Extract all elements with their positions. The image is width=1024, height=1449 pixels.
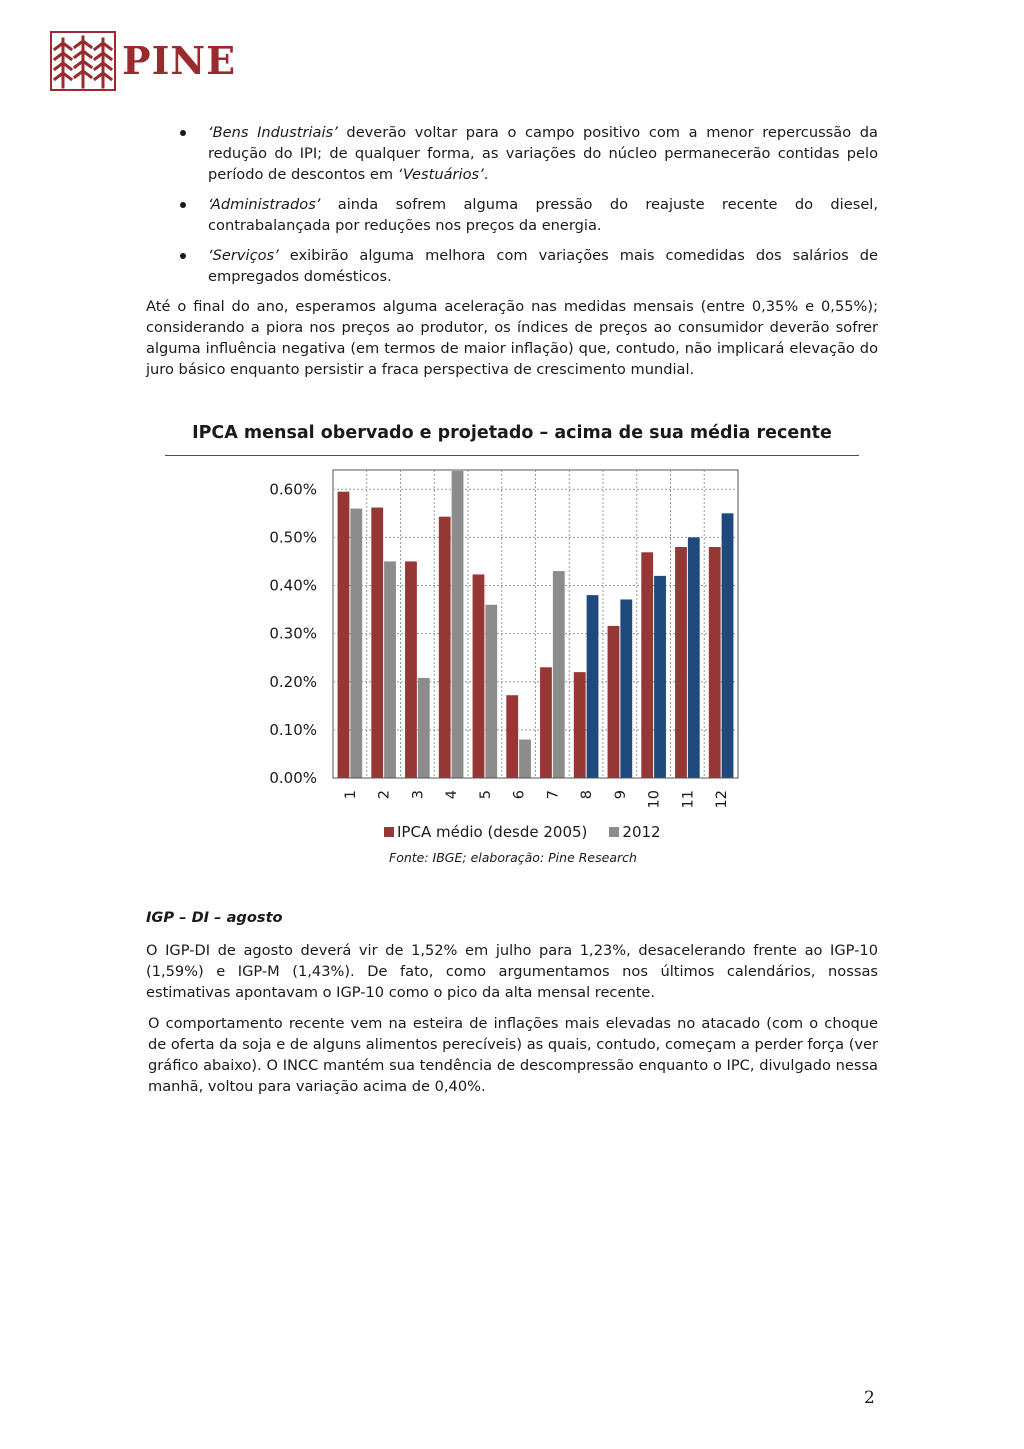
x-tick-label: 10 (646, 790, 663, 809)
x-tick-label: 5 (477, 790, 494, 800)
chart-title: IPCA mensal obervado e projetado – acima de sua média recente (192, 423, 832, 443)
x-tick-label: 8 (579, 790, 596, 800)
chart-title-rule (165, 455, 859, 456)
bar-ipca-medio (709, 547, 721, 778)
bar-ipca-medio (574, 672, 586, 778)
bar-ipca-medio (473, 574, 485, 778)
bar-2012 (519, 740, 531, 779)
bar-2012 (418, 678, 430, 778)
bullet-item: ‘Bens Industriais’ deverão voltar para o campo positivo com a menor repercussão da redução do IPI; de qualquer forma, as variações do núcleo permanecerão contidas pelo período de descontos em ‘Vestuários’. (146, 122, 878, 185)
bar-2012 (452, 471, 464, 778)
bar-ipca-medio (439, 517, 451, 778)
bar-ipca-medio (371, 508, 383, 778)
bar-2012 (553, 571, 565, 778)
bar-ipca-medio (338, 492, 350, 778)
y-tick-label: 0.30% (269, 624, 317, 643)
y-tick-label: 0.00% (269, 769, 317, 787)
bar-2012 (722, 513, 734, 778)
logo-wordmark: PINE (122, 38, 237, 83)
legend-label: IPCA médio (desde 2005) (397, 823, 588, 841)
chart-source: Fonte: IBGE; elaboração: Pine Research (389, 850, 637, 865)
bar-ipca-medio (641, 552, 653, 778)
bar-2012 (350, 509, 362, 779)
legend-label: 2012 (622, 823, 661, 841)
x-tick-label: 12 (714, 790, 731, 809)
bullet-item: ‘Administrados’ ainda sofrem alguma pressão do reajuste recente do diesel, contrabalançada por reduções nos preços da energia. (146, 194, 878, 236)
bar-2012 (688, 537, 700, 778)
page-number: 2 (864, 1388, 875, 1408)
bar-2012 (654, 576, 666, 778)
y-tick-label: 0.50% (269, 528, 317, 547)
bar-2012 (485, 605, 497, 778)
chart-legend (384, 823, 683, 841)
pine-logo (50, 31, 236, 91)
x-tick-label: 1 (342, 790, 359, 800)
pine-trees-icon (50, 31, 116, 91)
paragraph-igp-di: O IGP-DI de agosto deverá vir de 1,52% em julho para 1,23%, desacelerando frente ao IGP-10 (1,59%) e IGP-M (1,43%). De fato, como argumentamos nos últimos calendários, nossas estimativas apontavam o IGP-10 como o pico da alta mensal recente. (146, 942, 878, 1001)
y-tick-label: 0.20% (269, 672, 317, 691)
bar-ipca-medio (405, 561, 417, 778)
bar-ipca-medio (506, 695, 518, 778)
paragraph-atacado: O comportamento recente vem na esteira de inflações mais elevadas no atacado (com o choque de oferta da soja e de alguns alimentos perecíveis) as quais, contudo, começam a perder força (ver gráfico abaixo). O INCC mantém sua tendência de descompressão enquanto o IPC, divulgado nessa manhã, voltou para variação acima de 0,40%. (148, 1015, 879, 1095)
y-tick-label: 0.10% (269, 720, 317, 739)
x-tick-label: 11 (680, 790, 697, 809)
legend-item-ipca-medio (384, 823, 587, 841)
bullet-list (146, 122, 878, 296)
x-tick-label: 4 (444, 790, 461, 800)
legend-swatch (384, 827, 394, 837)
paragraph-outlook: Até o final do ano, esperamos alguma aceleração nas medidas mensais (entre 0,35% e 0,55%); considerando a piora nos preços ao produtor, os índices de preços ao consumidor deverão sofrer alguma influência negativa (em termos de maior inflação) que, contudo, não implicará elevação do juro básico enquanto persistir a fraca perspectiva de crescimento mundial. (146, 298, 878, 378)
plot-area-frame (333, 470, 738, 778)
bar-ipca-medio (608, 626, 620, 778)
y-tick-label: 0.60% (269, 480, 317, 499)
bar-ipca-medio (675, 547, 687, 778)
x-tick-label: 7 (545, 790, 562, 800)
bar-2012 (620, 599, 632, 778)
bar-2012 (384, 561, 396, 778)
legend-item-2012 (609, 823, 660, 841)
section-title-igp-di: IGP – DI – agosto (146, 909, 283, 926)
x-tick-label: 2 (376, 790, 393, 800)
legend-swatch (609, 827, 619, 837)
bullet-item: ‘Serviços’ exibirão alguma melhora com variações mais comedidas dos salários de empregados domésticos. (146, 245, 878, 287)
bar-2012 (587, 595, 599, 778)
bar-ipca-medio (540, 667, 552, 778)
x-tick-label: 9 (612, 790, 629, 800)
x-tick-label: 6 (511, 790, 528, 800)
x-tick-label: 3 (410, 790, 427, 800)
y-tick-label: 0.40% (269, 576, 317, 595)
